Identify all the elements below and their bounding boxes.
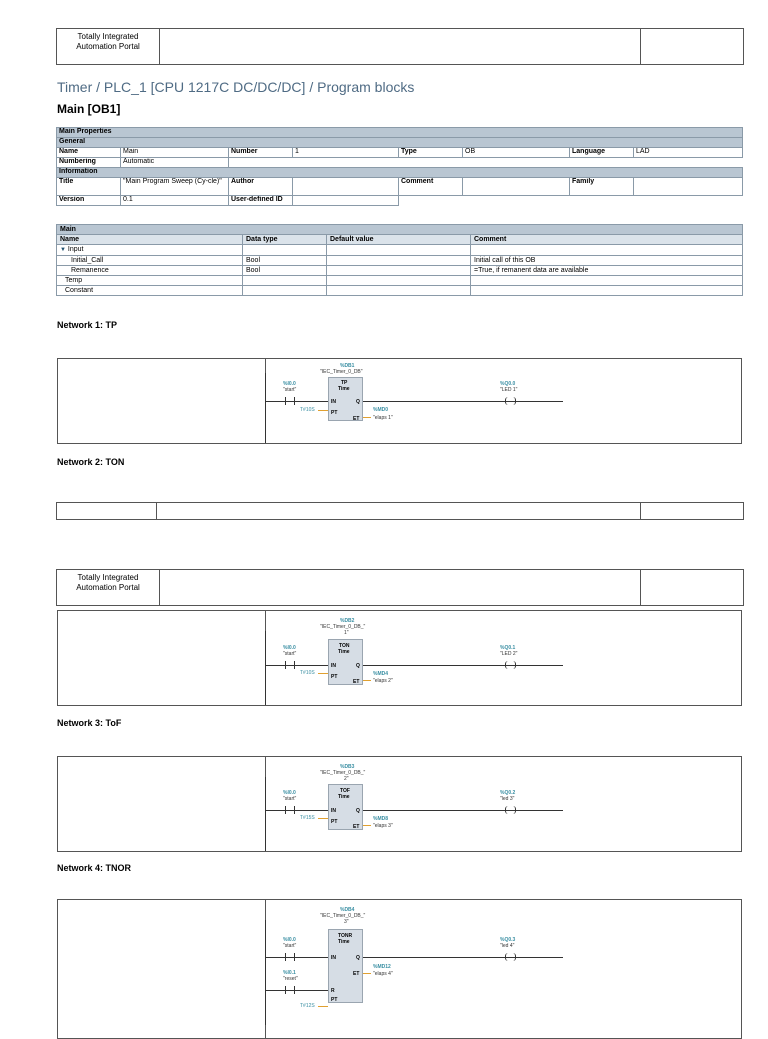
table-row [57, 245, 743, 256]
type-value: OB [463, 148, 570, 158]
contact-tag: "start" [283, 943, 297, 949]
block-title: Main [OB1] [57, 102, 121, 116]
pt-wire [318, 818, 328, 819]
row-comment [471, 245, 743, 256]
breadcrumb: Timer / PLC_1 [CPU 1217C DC/DC/DC] / Program blocks [57, 79, 415, 95]
pt-value: T#10S [300, 670, 315, 676]
coil-icon[interactable] [505, 661, 516, 669]
reset-contact-icon[interactable] [285, 986, 295, 994]
table-row [57, 276, 743, 286]
page1-footer [56, 502, 744, 520]
pin-pt: PT [331, 674, 338, 680]
author-label: Author [229, 178, 293, 196]
row-default [327, 245, 471, 256]
db-name: "IEC_Timer_0_DB_" [320, 913, 366, 919]
db-name-cont: 3" [344, 919, 349, 925]
db-name: "IEC_Timer_0_DB_" [320, 624, 366, 630]
db-name-cont: 1" [344, 630, 349, 636]
pt-value: T#15S [300, 815, 315, 821]
db-address: %DB1 [340, 363, 355, 369]
family-label: Family [570, 178, 634, 196]
coil-address: %Q0.3 [500, 937, 516, 943]
network4-ladder [265, 900, 741, 1025]
et-tag: "elaps 2" [373, 678, 393, 684]
coil-icon[interactable] [505, 397, 516, 405]
et-wire [363, 973, 371, 974]
version-label: Version [57, 196, 121, 206]
pt-value: T#12S [300, 1003, 315, 1009]
pin-pt: PT [331, 410, 338, 416]
contact-icon[interactable] [285, 953, 295, 961]
db-name: "IEC_Timer_0_DB" [320, 369, 363, 375]
db-name-cont: 2" [344, 776, 349, 782]
et-tag: "elaps 1" [373, 415, 393, 421]
pt-value: T#10S [300, 407, 315, 413]
et-wire [363, 825, 371, 826]
timer-type: TP [341, 380, 348, 386]
timer-unit: Time [338, 386, 350, 392]
input-section-toggle[interactable] [57, 245, 243, 256]
db-address: %DB2 [340, 618, 355, 624]
name-value: Main [121, 148, 229, 158]
rung-line [363, 957, 563, 958]
coil-address: %Q0.0 [500, 381, 516, 387]
et-address: %MD0 [373, 407, 389, 413]
row-name: Constant [57, 286, 243, 296]
row-name: Temp [57, 276, 243, 286]
power-rail [265, 631, 266, 705]
table-row [57, 256, 743, 266]
version-value: 0.1 [121, 196, 229, 206]
network2-title: Network 2: TON [57, 457, 125, 467]
pt-wire [318, 673, 328, 674]
et-wire [363, 417, 371, 418]
coil-tag: "LED 2" [500, 651, 518, 657]
row-comment: =True, if remanent data are available [471, 266, 743, 276]
pin-q: Q [356, 663, 360, 669]
header-cell-middle [160, 29, 641, 64]
col-comment: Comment [471, 235, 743, 245]
db-address: %DB4 [340, 907, 355, 913]
title-label: Title [57, 178, 121, 196]
table-row [57, 286, 743, 296]
footer-cell [157, 503, 641, 519]
col-default: Default value [327, 235, 471, 245]
pt-wire [318, 410, 328, 411]
row-default [327, 286, 471, 296]
pin-q: Q [356, 955, 360, 961]
section-general: General [57, 138, 743, 148]
contact-tag: "start" [283, 651, 297, 657]
contact-address: %I0.0 [283, 937, 296, 943]
db-name: "IEC_Timer_0_DB_" [320, 770, 366, 776]
row-comment [471, 276, 743, 286]
et-tag: "elaps 4" [373, 971, 393, 977]
pin-q: Q [356, 808, 360, 814]
pin-pt: PT [331, 997, 338, 1003]
timer-type: TONR [338, 933, 353, 939]
et-address: %MD8 [373, 816, 389, 822]
portal-label: Totally Integrated Automation Portal [57, 29, 160, 64]
contact-address: %I0.0 [283, 645, 296, 651]
pin-et: ET [353, 416, 360, 422]
section-main: Main [57, 225, 743, 235]
network3-ladder [265, 757, 741, 851]
name-label: Name [57, 148, 121, 158]
power-rail [265, 373, 266, 443]
contact-address: %I0.0 [283, 381, 296, 387]
timer-block[interactable] [328, 929, 363, 1003]
comment-value [463, 178, 570, 196]
contact-icon[interactable] [285, 806, 295, 814]
row-type [243, 276, 327, 286]
row-default [327, 256, 471, 266]
family-value [634, 178, 743, 196]
contact-icon[interactable] [285, 661, 295, 669]
section-information: Information [57, 168, 743, 178]
number-label: Number [229, 148, 293, 158]
et-wire [363, 680, 371, 681]
row-name: Input [67, 246, 84, 253]
timer-type: TON [339, 643, 350, 649]
coil-address: %Q0.2 [500, 790, 516, 796]
row-type: Bool [243, 266, 327, 276]
network1-box[interactable] [57, 358, 742, 444]
coil-address: %Q0.1 [500, 645, 516, 651]
et-address: %MD12 [373, 964, 391, 970]
properties-table [56, 127, 743, 206]
timer-block[interactable] [328, 377, 363, 421]
language-label: Language [570, 148, 634, 158]
section-main-properties: Main Properties [57, 128, 743, 138]
coil-tag: "led 3" [500, 796, 515, 802]
rung-line [265, 401, 328, 402]
timer-type: TOF [340, 788, 350, 794]
row-type [243, 286, 327, 296]
coil-tag: "led 4" [500, 943, 515, 949]
network3-box[interactable] [57, 756, 742, 852]
network2-ladder [265, 611, 741, 705]
numbering-label: Numbering [57, 158, 121, 168]
row-comment: Initial call of this OB [471, 256, 743, 266]
timer-block[interactable] [328, 639, 363, 685]
pt-wire [318, 1006, 328, 1007]
timer-unit: Time [338, 939, 350, 945]
pin-in: IN [331, 399, 336, 405]
header-cell-middle [160, 570, 641, 605]
reset-address: %I0.1 [283, 970, 296, 976]
network3-title: Network 3: ToF [57, 718, 122, 728]
contact-tag: "start" [283, 387, 297, 393]
pin-in: IN [331, 808, 336, 814]
pin-in: IN [331, 955, 336, 961]
power-rail [265, 920, 266, 1025]
rung-line [265, 957, 328, 958]
rung-line [265, 990, 328, 991]
coil-icon[interactable] [505, 953, 516, 961]
et-address: %MD4 [373, 671, 389, 677]
pin-pt: PT [331, 819, 338, 825]
timer-block[interactable] [328, 784, 363, 830]
network2-box[interactable] [57, 610, 742, 706]
rung-line [363, 401, 563, 402]
contact-address: %I0.0 [283, 790, 296, 796]
page1-header [56, 28, 744, 65]
reset-tag: "reset" [283, 976, 298, 982]
network4-box[interactable] [57, 899, 742, 1039]
coil-tag: "LED 1" [500, 387, 518, 393]
row-name: Remanence [57, 266, 243, 276]
pin-q: Q [356, 399, 360, 405]
rung-line [363, 810, 563, 811]
row-default [327, 266, 471, 276]
title-value: "Main Program Sweep (Cy-cle)" [121, 178, 229, 196]
row-type: Bool [243, 256, 327, 266]
timer-unit: Time [338, 794, 350, 800]
rung-line [363, 665, 563, 666]
power-rail [265, 777, 266, 851]
col-name: Name [57, 235, 243, 245]
table-row [57, 266, 743, 276]
row-name: Initial_Call [57, 256, 243, 266]
triangle-down-icon: ▼ [60, 247, 66, 253]
network1-title: Network 1: TP [57, 320, 118, 330]
timer-unit: Time [338, 649, 350, 655]
network1-ladder [265, 359, 741, 443]
numbering-value: Automatic [121, 158, 229, 168]
row-default [327, 276, 471, 286]
pin-et: ET [353, 971, 360, 977]
rung-line [265, 665, 328, 666]
page2-header [56, 569, 744, 606]
row-comment [471, 286, 743, 296]
pin-et: ET [353, 824, 360, 830]
pin-r: R [331, 988, 335, 994]
network4-title: Network 4: TNOR [57, 863, 132, 873]
contact-icon[interactable] [285, 397, 295, 405]
comment-label: Comment [399, 178, 463, 196]
pin-et: ET [353, 679, 360, 685]
et-tag: "elaps 3" [373, 823, 393, 829]
interface-table [56, 224, 743, 296]
portal-label: Totally Integrated Automation Portal [57, 570, 160, 605]
db-address: %DB3 [340, 764, 355, 770]
contact-tag: "start" [283, 796, 297, 802]
coil-icon[interactable] [505, 806, 516, 814]
number-value: 1 [293, 148, 399, 158]
rung-line [265, 810, 328, 811]
author-value [293, 178, 399, 196]
language-value: LAD [634, 148, 743, 158]
type-label: Type [399, 148, 463, 158]
userid-value [293, 196, 399, 206]
pin-in: IN [331, 663, 336, 669]
row-type [243, 245, 327, 256]
footer-cell [57, 503, 157, 519]
col-datatype: Data type [243, 235, 327, 245]
userid-label: User-defined ID [229, 196, 293, 206]
